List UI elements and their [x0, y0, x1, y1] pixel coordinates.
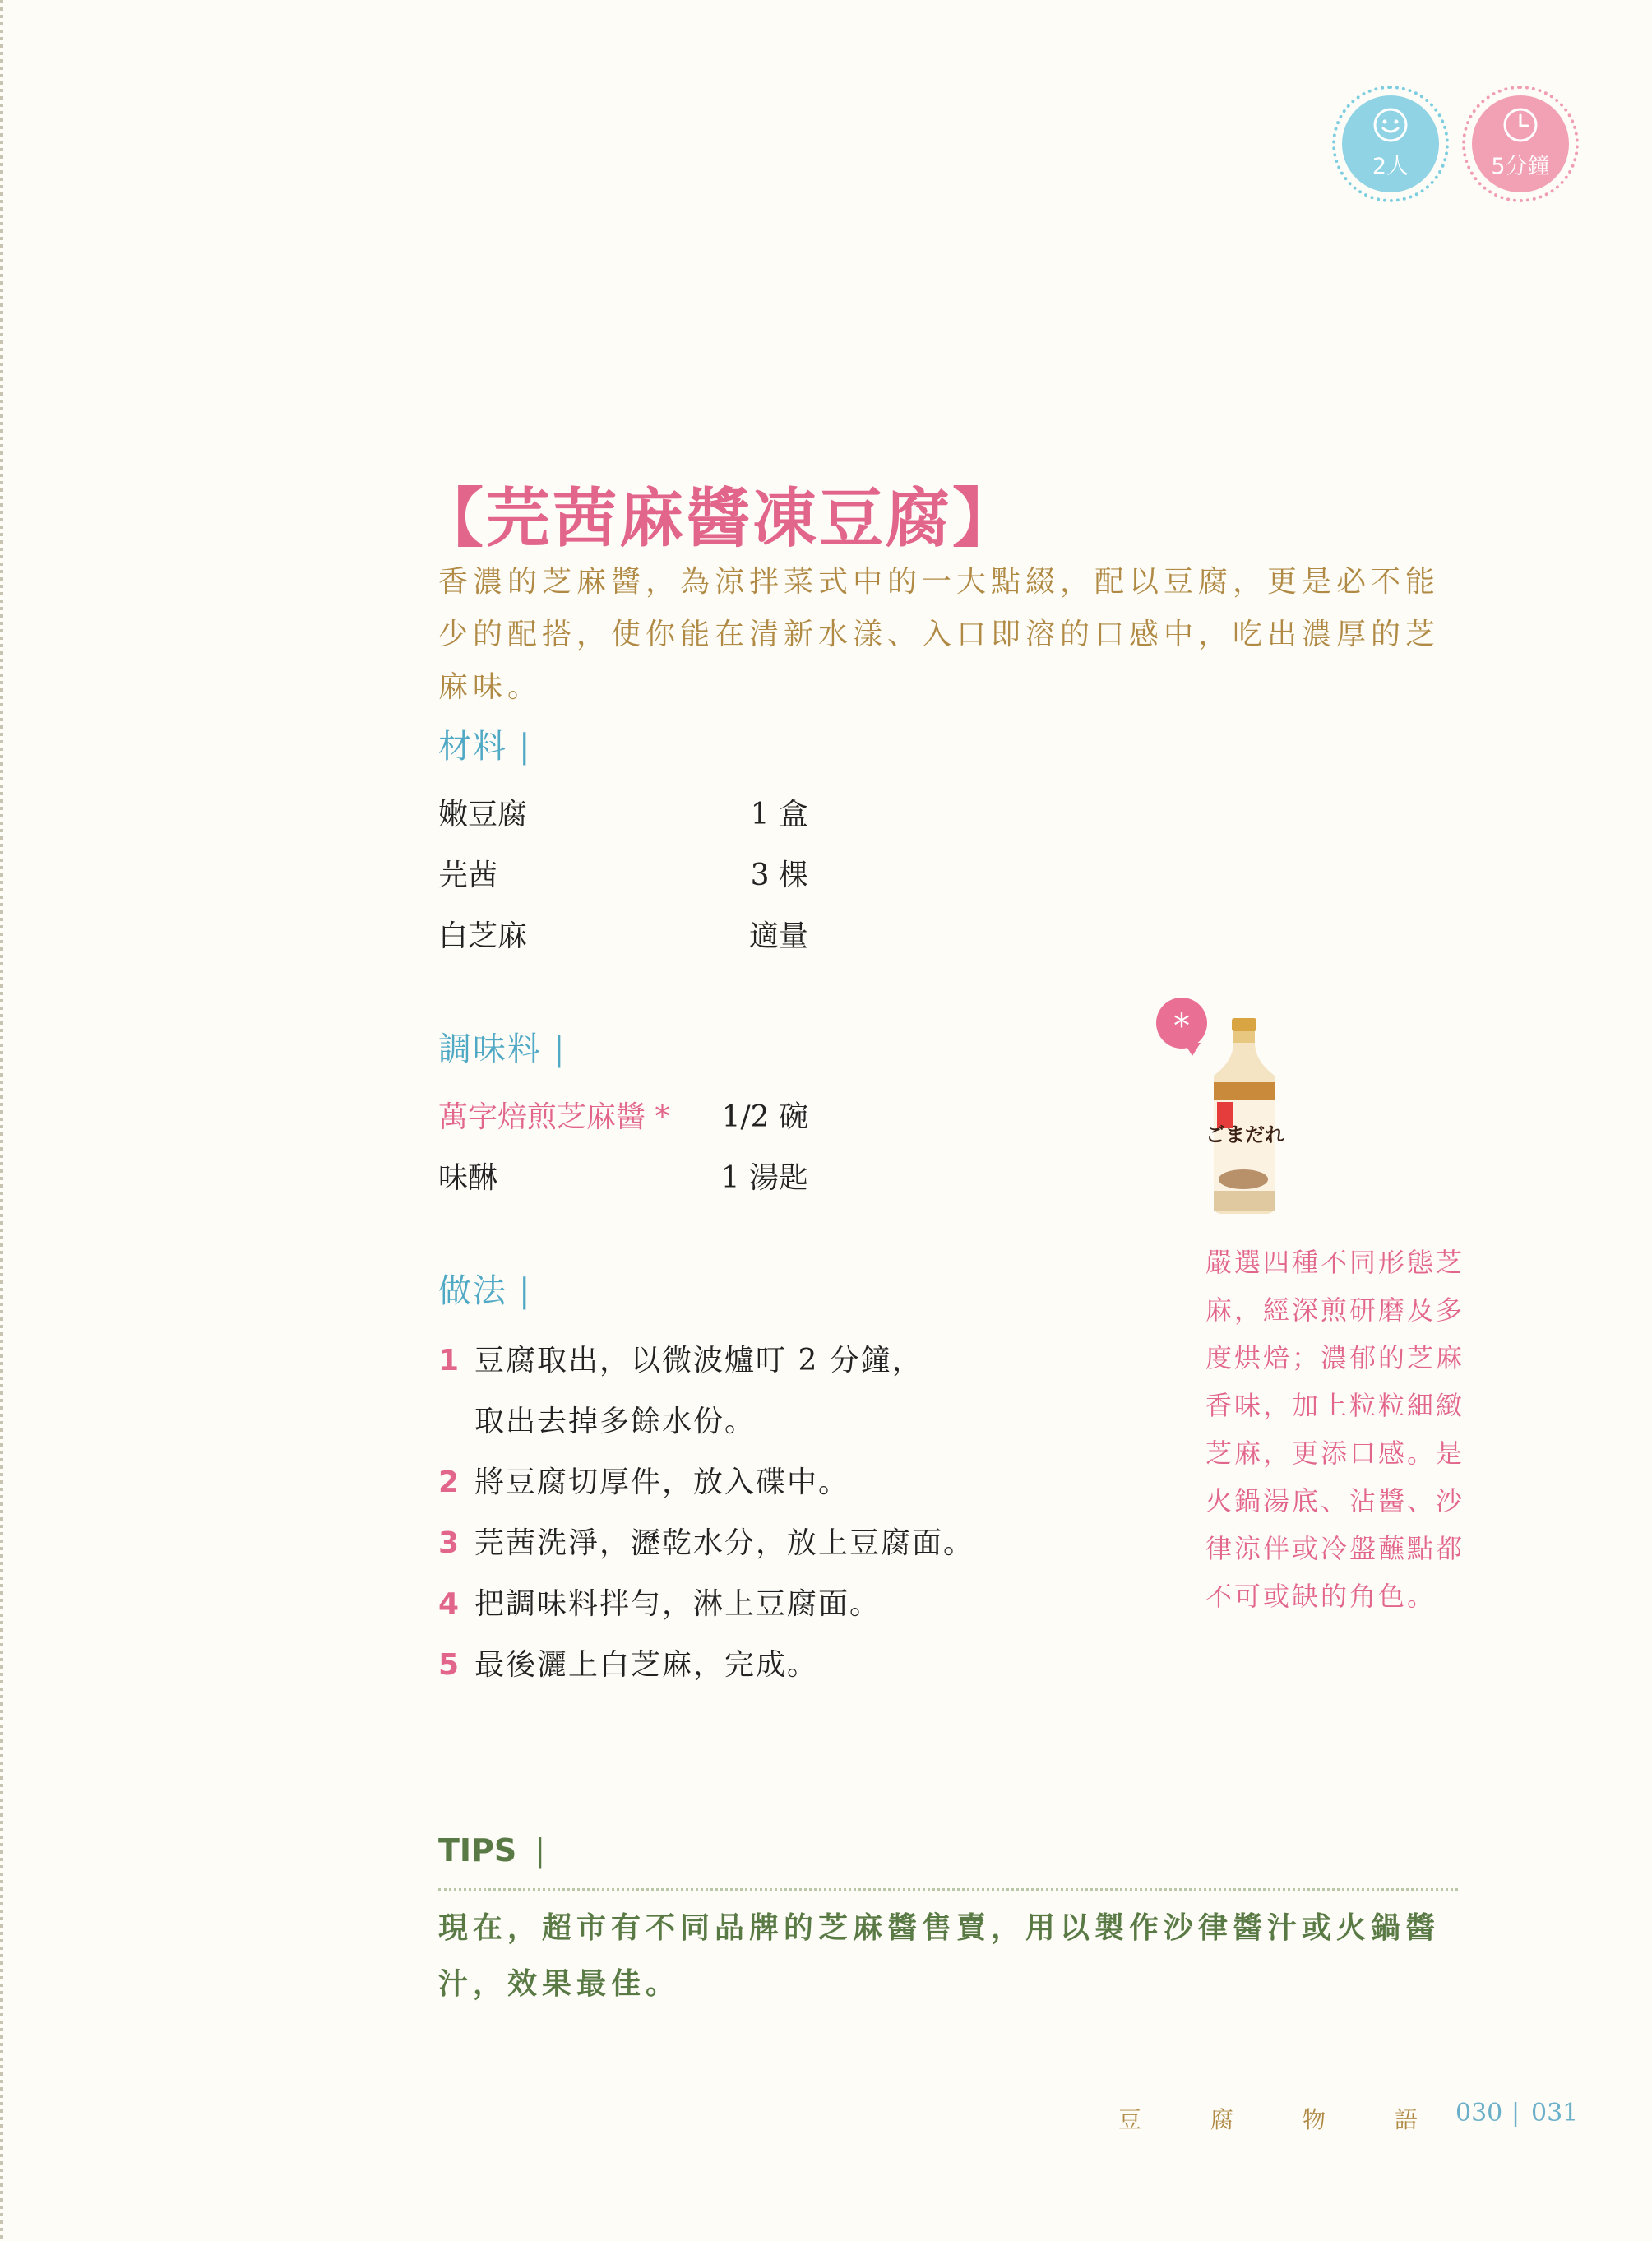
seasoning-row: 萬字焙煎芝麻醬 * 1/2 碗: [438, 1100, 808, 1134]
page-number-left: 030: [1455, 2099, 1503, 2128]
servings-badge: [1332, 86, 1449, 202]
recipe-title: 【芫茜麻醬凍豆腐】: [419, 481, 1020, 556]
ingredient-row: 白芝麻 適量: [438, 919, 808, 953]
smiley-icon: [1372, 107, 1409, 143]
ingredient-row: 芫茜 3 棵: [438, 859, 808, 892]
tips-text: 現在，超市有不同品牌的芝麻醬售賣，用以製作沙律醬汁或火鍋醬汁，效果最佳。: [438, 1910, 1441, 2001]
method-step: 1 豆腐取出，以微波爐叮 2 分鐘，: [438, 1344, 923, 1377]
ingredients-heading: 材料 |: [438, 728, 532, 766]
page-number-divider: |: [1511, 2099, 1520, 2128]
seasoning-heading: 調味料 |: [438, 1030, 567, 1068]
product-description: 嚴選四種不同形態芝麻，經深煎研磨及多度烘焙；濃郁的芝麻香味，加上粒粒細緻芝麻，更添口感。是火鍋湯底、沾醬、沙律涼伴或冷盤蘸點都不可或缺的角色。: [1205, 1247, 1465, 1612]
method-heading: 做法 |: [438, 1272, 532, 1310]
book-title-footer: 豆 腐 物 語: [1118, 2106, 1418, 2133]
recipe-intro: 香濃的芝麻醬，為涼拌菜式中的一大點綴，配以豆腐，更是必不能少的配搭，使你能在清新水漾、入口即溶的口感中，吃出濃厚的芝麻味。: [438, 565, 1441, 704]
tips-divider: [438, 1888, 1458, 1891]
seasoning-row: 味醂 1 湯匙: [438, 1161, 808, 1195]
sesame-sauce-bottle-image: [1202, 1018, 1284, 1215]
bottle-label-text: ごまだれ: [1205, 1123, 1284, 1146]
time-badge: [1462, 86, 1579, 202]
method-step: 3 芫茜洗淨，瀝乾水分，放上豆腐面。: [438, 1526, 975, 1560]
method-step: 4 把調味料拌勻，淋上豆腐面。: [438, 1587, 882, 1621]
marker-tail: [1184, 1043, 1201, 1056]
method-step-continued: 取出去掉多餘水份。: [474, 1405, 757, 1438]
ingredient-row: 嫩豆腐 1 盒: [438, 798, 808, 831]
page-number-right: 031: [1531, 2099, 1579, 2128]
asterisk-marker: *: [1156, 998, 1207, 1049]
method-step: 2 將豆腐切厚件，放入碟中。: [438, 1465, 850, 1499]
clock-icon: [1502, 107, 1539, 143]
time-label: 5分鐘: [1491, 154, 1550, 179]
method-step: 5 最後灑上白芝麻，完成。: [438, 1648, 819, 1682]
servings-label: 2人: [1372, 154, 1409, 179]
tips-heading: TIPS |: [438, 1832, 546, 1868]
book-spine-edge: [0, 0, 3, 2241]
